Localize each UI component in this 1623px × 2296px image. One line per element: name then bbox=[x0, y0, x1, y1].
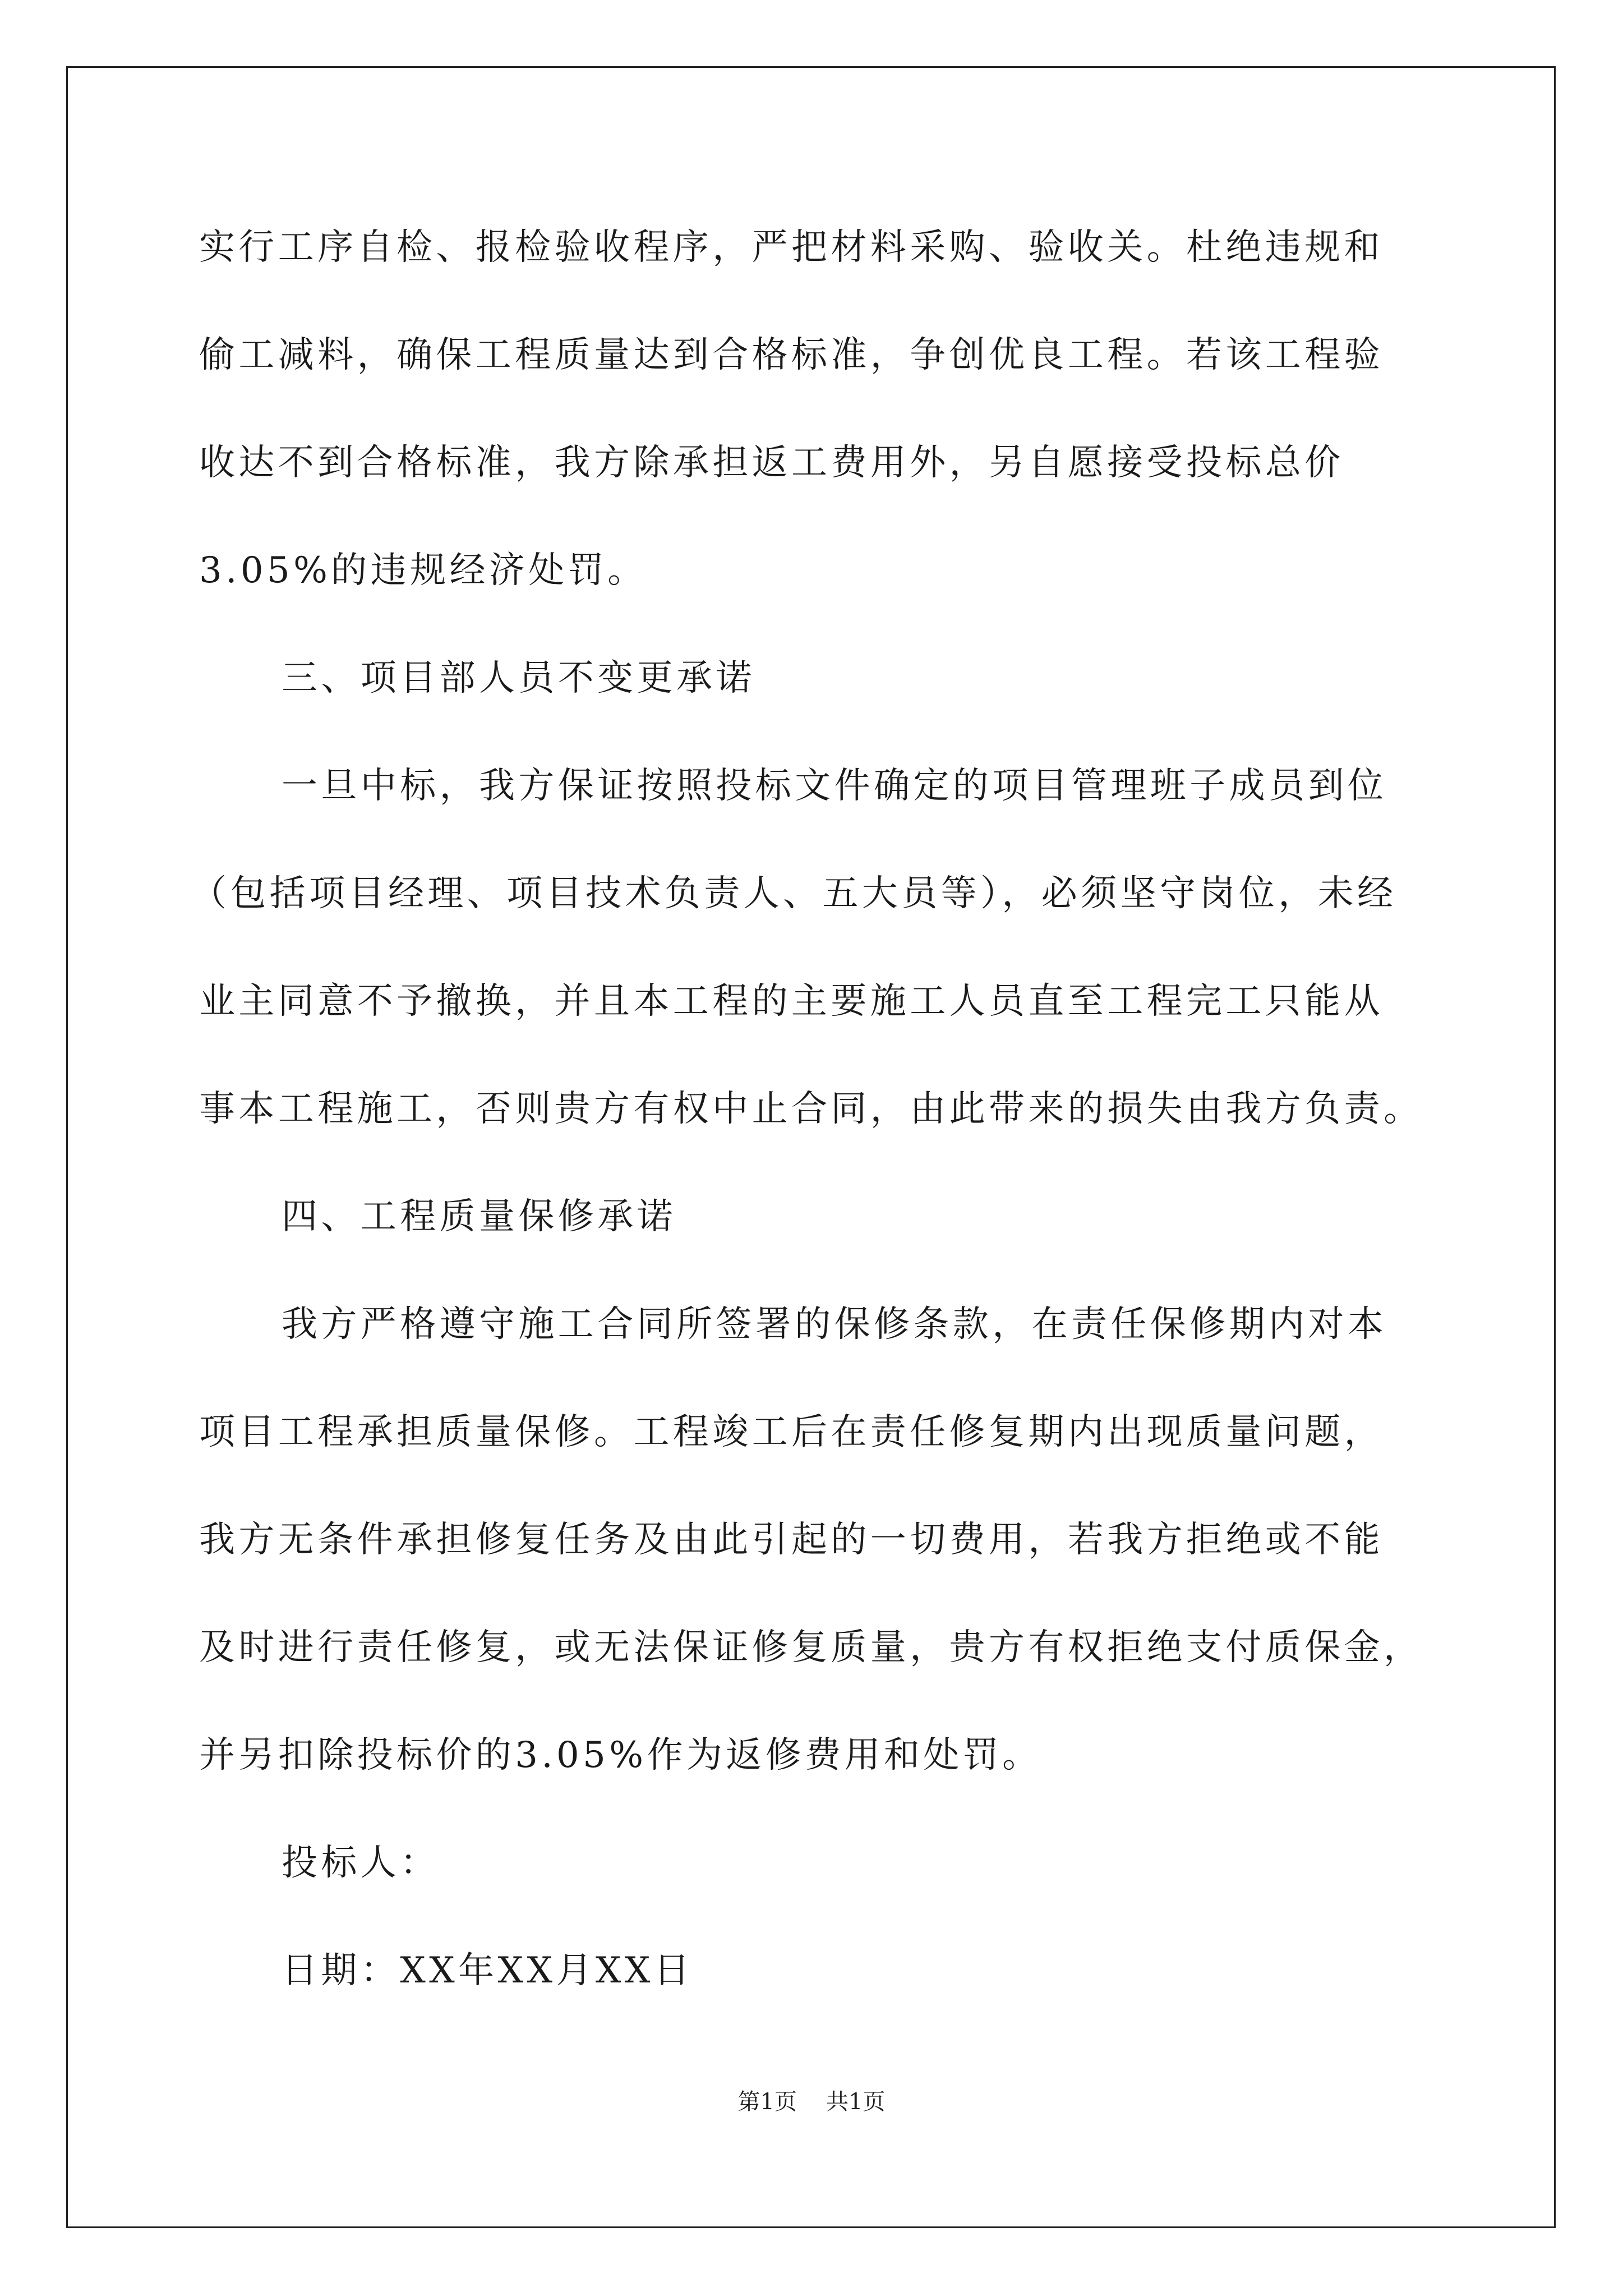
body-text-line: 项目工程承担质量保修。工程竣工后在责任修复期内出现质量问题， bbox=[199, 1411, 1384, 1453]
section-heading: 四、工程质量保修承诺 bbox=[282, 1196, 676, 1237]
body-text-line: 3.05%的违规经济处罚。 bbox=[199, 550, 647, 591]
section-heading: 三、项目部人员不变更承诺 bbox=[282, 657, 755, 699]
body-text-line: 收达不到合格标准，我方除承担返工费用外，另自愿接受投标总价 bbox=[199, 442, 1344, 484]
date-line: 日期：XX年XX月XX日 bbox=[282, 1950, 694, 1991]
body-text-line: 并另扣除投标价的3.05%作为返修费用和处罚。 bbox=[199, 1734, 1042, 1776]
body-text-line: 实行工序自检、报检验收程序，严把材料采购、验收关。杜绝违规和 bbox=[199, 227, 1384, 268]
body-text-line: 我方严格遵守施工合同所签署的保修条款，在责任保修期内对本 bbox=[282, 1304, 1387, 1345]
page-number-total: 共1页 bbox=[826, 2089, 886, 2115]
body-text-line: 偷工减料，确保工程质量达到合格标准，争创优良工程。若该工程验 bbox=[199, 334, 1384, 376]
body-text-line: 事本工程施工，否则贵方有权中止合同，由此带来的损失由我方负责。 bbox=[199, 1088, 1423, 1130]
body-text-line: 一旦中标，我方保证按照投标文件确定的项目管理班子成员到位 bbox=[282, 765, 1387, 807]
body-text-line: 业主同意不予撤换，并且本工程的主要施工人员直至工程完工只能从 bbox=[199, 981, 1384, 1022]
body-text-line: 我方无条件承担修复任务及由此引起的一切费用，若我方拒绝或不能 bbox=[199, 1519, 1384, 1561]
body-text-line: （包括项目经理、项目技术负责人、五大员等），必须坚守岗位，未经 bbox=[191, 873, 1397, 914]
page-border bbox=[66, 66, 1556, 2228]
body-text-line: 及时进行责任修复，或无法保证修复质量，贵方有权拒绝支付质保金， bbox=[199, 1627, 1423, 1668]
page-footer bbox=[0, 2088, 1623, 2116]
bidder-label: 投标人： bbox=[282, 1842, 440, 1884]
page-number-current: 第1页 bbox=[737, 2089, 797, 2115]
